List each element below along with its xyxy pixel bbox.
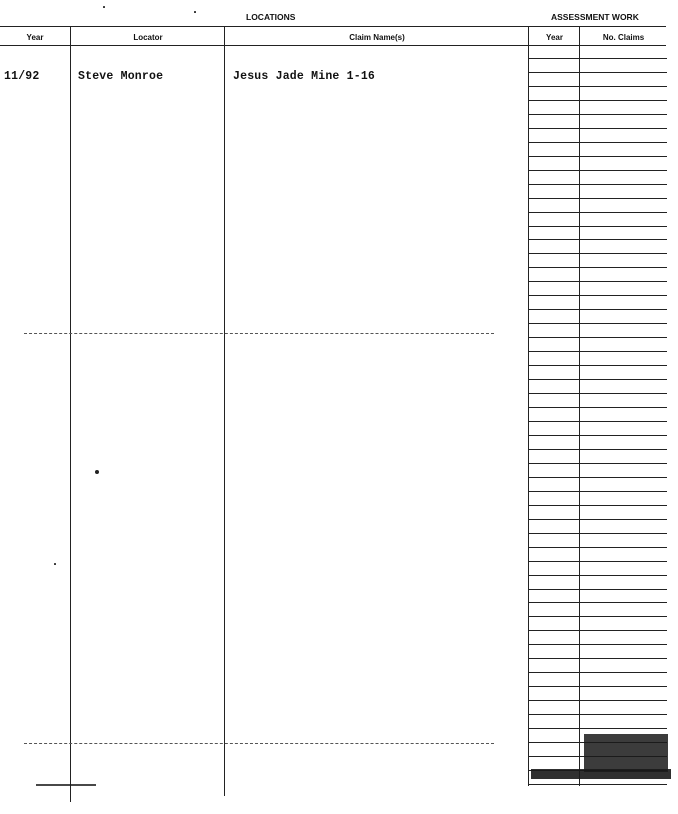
header-top-rule [0, 26, 666, 27]
column-divider-locator-claims [224, 26, 225, 796]
faint-dashed-mark [24, 743, 494, 744]
assessment-row [528, 157, 667, 171]
faint-dashed-mark [24, 333, 494, 334]
assessment-row [528, 534, 667, 548]
column-header-assessment-year: Year [546, 33, 563, 42]
scan-speck [95, 470, 99, 474]
assessment-row [528, 73, 667, 87]
assessment-row [528, 645, 667, 659]
assessment-row [528, 590, 667, 604]
location-entry [0, 70, 528, 88]
column-divider-year-locator [70, 26, 71, 802]
assessment-row [528, 687, 667, 701]
assessment-row [528, 45, 667, 59]
assessment-row [528, 548, 667, 562]
assessment-row [528, 296, 667, 310]
assessment-row [528, 185, 667, 199]
assessment-row [528, 227, 667, 241]
assessment-row [528, 506, 667, 520]
assessment-row [528, 450, 667, 464]
assessment-row [528, 436, 667, 450]
column-header-no-claims: No. Claims [602, 33, 645, 42]
assessment-row [528, 464, 667, 478]
assessment-row [528, 520, 667, 534]
assessment-row [528, 366, 667, 380]
assessment-row [528, 213, 667, 227]
assessment-row [528, 87, 667, 101]
assessment-row [528, 659, 667, 673]
location-year: 11/92 [4, 70, 40, 83]
location-claim-names: Jesus Jade Mine 1-16 [233, 70, 376, 83]
scan-smudge [531, 769, 671, 779]
assessment-row [528, 240, 667, 254]
scan-smudge [36, 784, 96, 786]
assessment-row [528, 254, 667, 268]
assessment-row [528, 171, 667, 185]
assessment-row [528, 631, 667, 645]
assessment-row [528, 617, 667, 631]
scan-speck [103, 6, 105, 8]
scan-smudge [584, 734, 668, 772]
assessment-row [528, 115, 667, 129]
location-locator: Steve Monroe [78, 70, 164, 83]
assessment-row [528, 268, 667, 282]
assessment-row [528, 59, 667, 73]
location-entry-list [0, 70, 528, 88]
assessment-row [528, 673, 667, 687]
assessment-row [528, 492, 667, 506]
assessment-row [528, 338, 667, 352]
assessment-row [528, 352, 667, 366]
scan-speck [54, 563, 56, 565]
column-header-year: Year [26, 33, 44, 42]
assessment-row [528, 143, 667, 157]
scan-speck [194, 11, 196, 13]
assessment-work-rows [528, 45, 667, 785]
assessment-row [528, 129, 667, 143]
column-header-locator: Locator [133, 33, 163, 42]
assessment-row [528, 310, 667, 324]
assessment-row [528, 603, 667, 617]
assessment-row [528, 380, 667, 394]
assessment-row [528, 101, 667, 115]
assessment-row [528, 422, 667, 436]
assessment-work-section-title: ASSESSMENT WORK [551, 12, 639, 22]
assessment-row [528, 715, 667, 729]
locations-section-title: LOCATIONS [246, 12, 296, 22]
assessment-row [528, 701, 667, 715]
column-header-claim-names: Claim Name(s) [349, 33, 405, 42]
assessment-row [528, 408, 667, 422]
assessment-row [528, 478, 667, 492]
assessment-row [528, 199, 667, 213]
assessment-row [528, 394, 667, 408]
assessment-row [528, 576, 667, 590]
assessment-row [528, 324, 667, 338]
assessment-row [528, 282, 667, 296]
assessment-row [528, 562, 667, 576]
